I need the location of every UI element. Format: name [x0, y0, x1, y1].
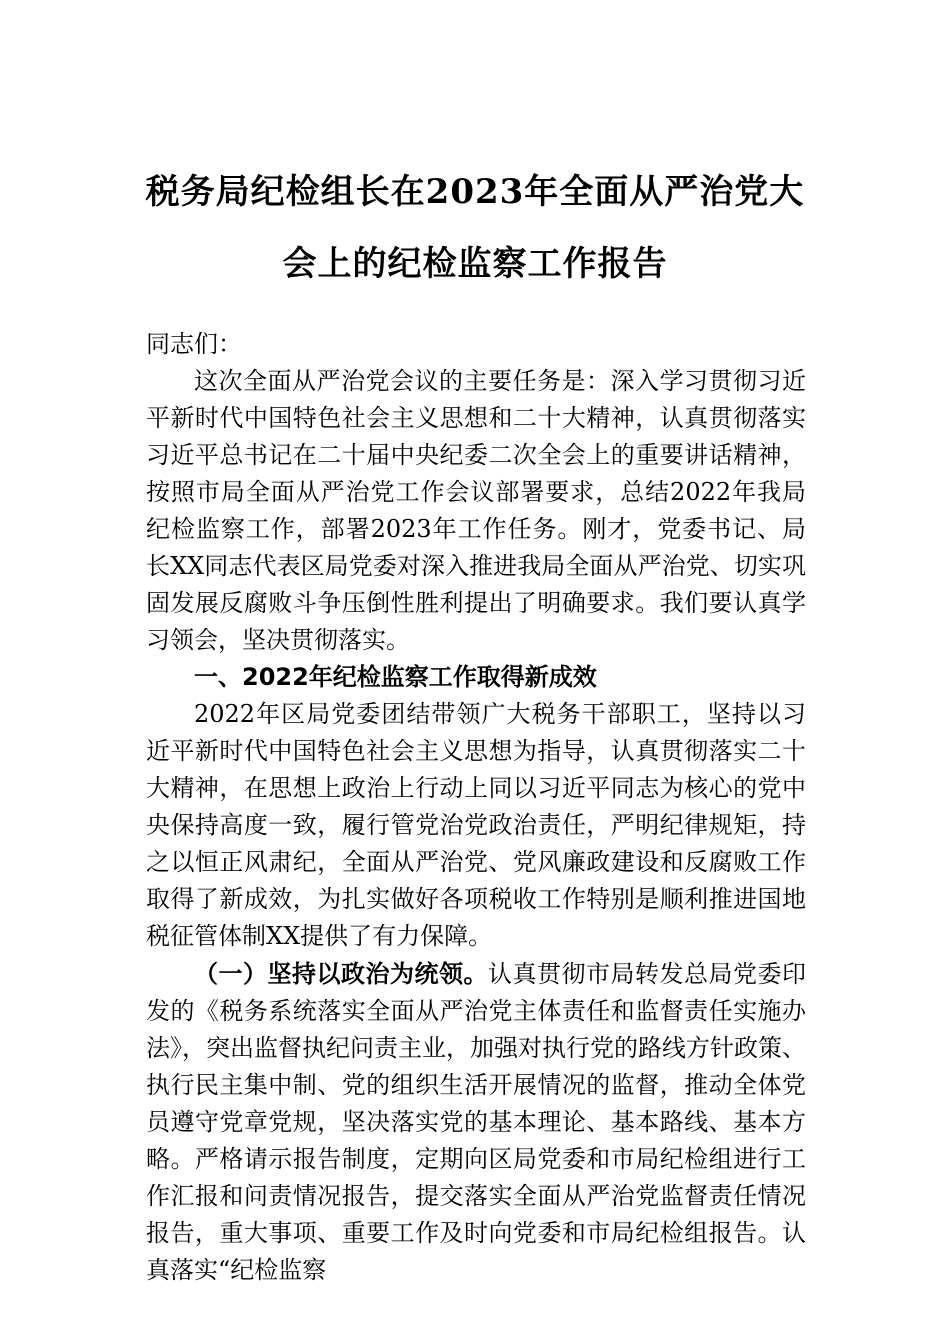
section-heading-1: 一、2022年纪检监察工作取得新成效	[194, 663, 597, 691]
paragraph-politics	[146, 955, 806, 1289]
salutation: 同志们：	[146, 330, 242, 358]
document-title	[130, 156, 820, 300]
title-line-1: 税务局纪检组长在2023年全面从严治党大	[145, 172, 805, 212]
paragraph-achievements: 2022年区局党委团结带领广大税务干部职工，坚持以习近平新时代中国特色社会主义思想为指导，认真贯彻落实二十大精神，在思想上政治上行动上同以习近平同志为核心的党中央保持高度一致，履行管党治党政治责任，严明纪律规矩，持之以恒正风肃纪，全面从严治党、党风廉政建设和反腐败工作取得了新成效，为扎实做好各项税收工作特别是顺利推进国地税征管体制XX提供了有力保障。	[146, 700, 806, 950]
title-line-2: 会上的纪检监察工作报告	[282, 244, 668, 284]
paragraph-politics-text: 认真贯彻市局转发总局党委印发的《税务系统落实全面从严治党主体责任和监督责任实施办法》，突出监督执纪问责主业，加强对执行党的路线方针政策、执行民主集中制、党的组织生活开展情况的监督，推动全体党员遵守党章党规，坚决落实党的基本理论、基本路线、基本方略。严格请示报告制度，定期向区局党委和市局纪检组进行工作汇报和问责情况报告，提交落实全面从严治党监督责任情况报告，重大事项、重要工作及时向党委和市局纪检组报告。认真落实“纪检监察	[146, 960, 806, 1284]
document-body	[146, 326, 806, 1289]
paragraph-intro: 这次全面从严治党会议的主要任务是：深入学习贯彻习近平新时代中国特色社会主义思想和二十大精神，认真贯彻落实习近平总书记在二十届中央纪委二次全会上的重要讲话精神，按照市局全面从严治党工作会议部署要求，总结2022年我局纪检监察工作，部署2023年工作任务。刚才，党委书记、局长XX同志代表区局党委对深入推进我局全面从严治党、切实巩固发展反腐败斗争压倒性胜利提出了明确要求。我们要认真学习领会，坚决贯彻落实。	[146, 367, 806, 654]
subheading-1: （一）坚持以政治为统领。	[194, 959, 488, 988]
